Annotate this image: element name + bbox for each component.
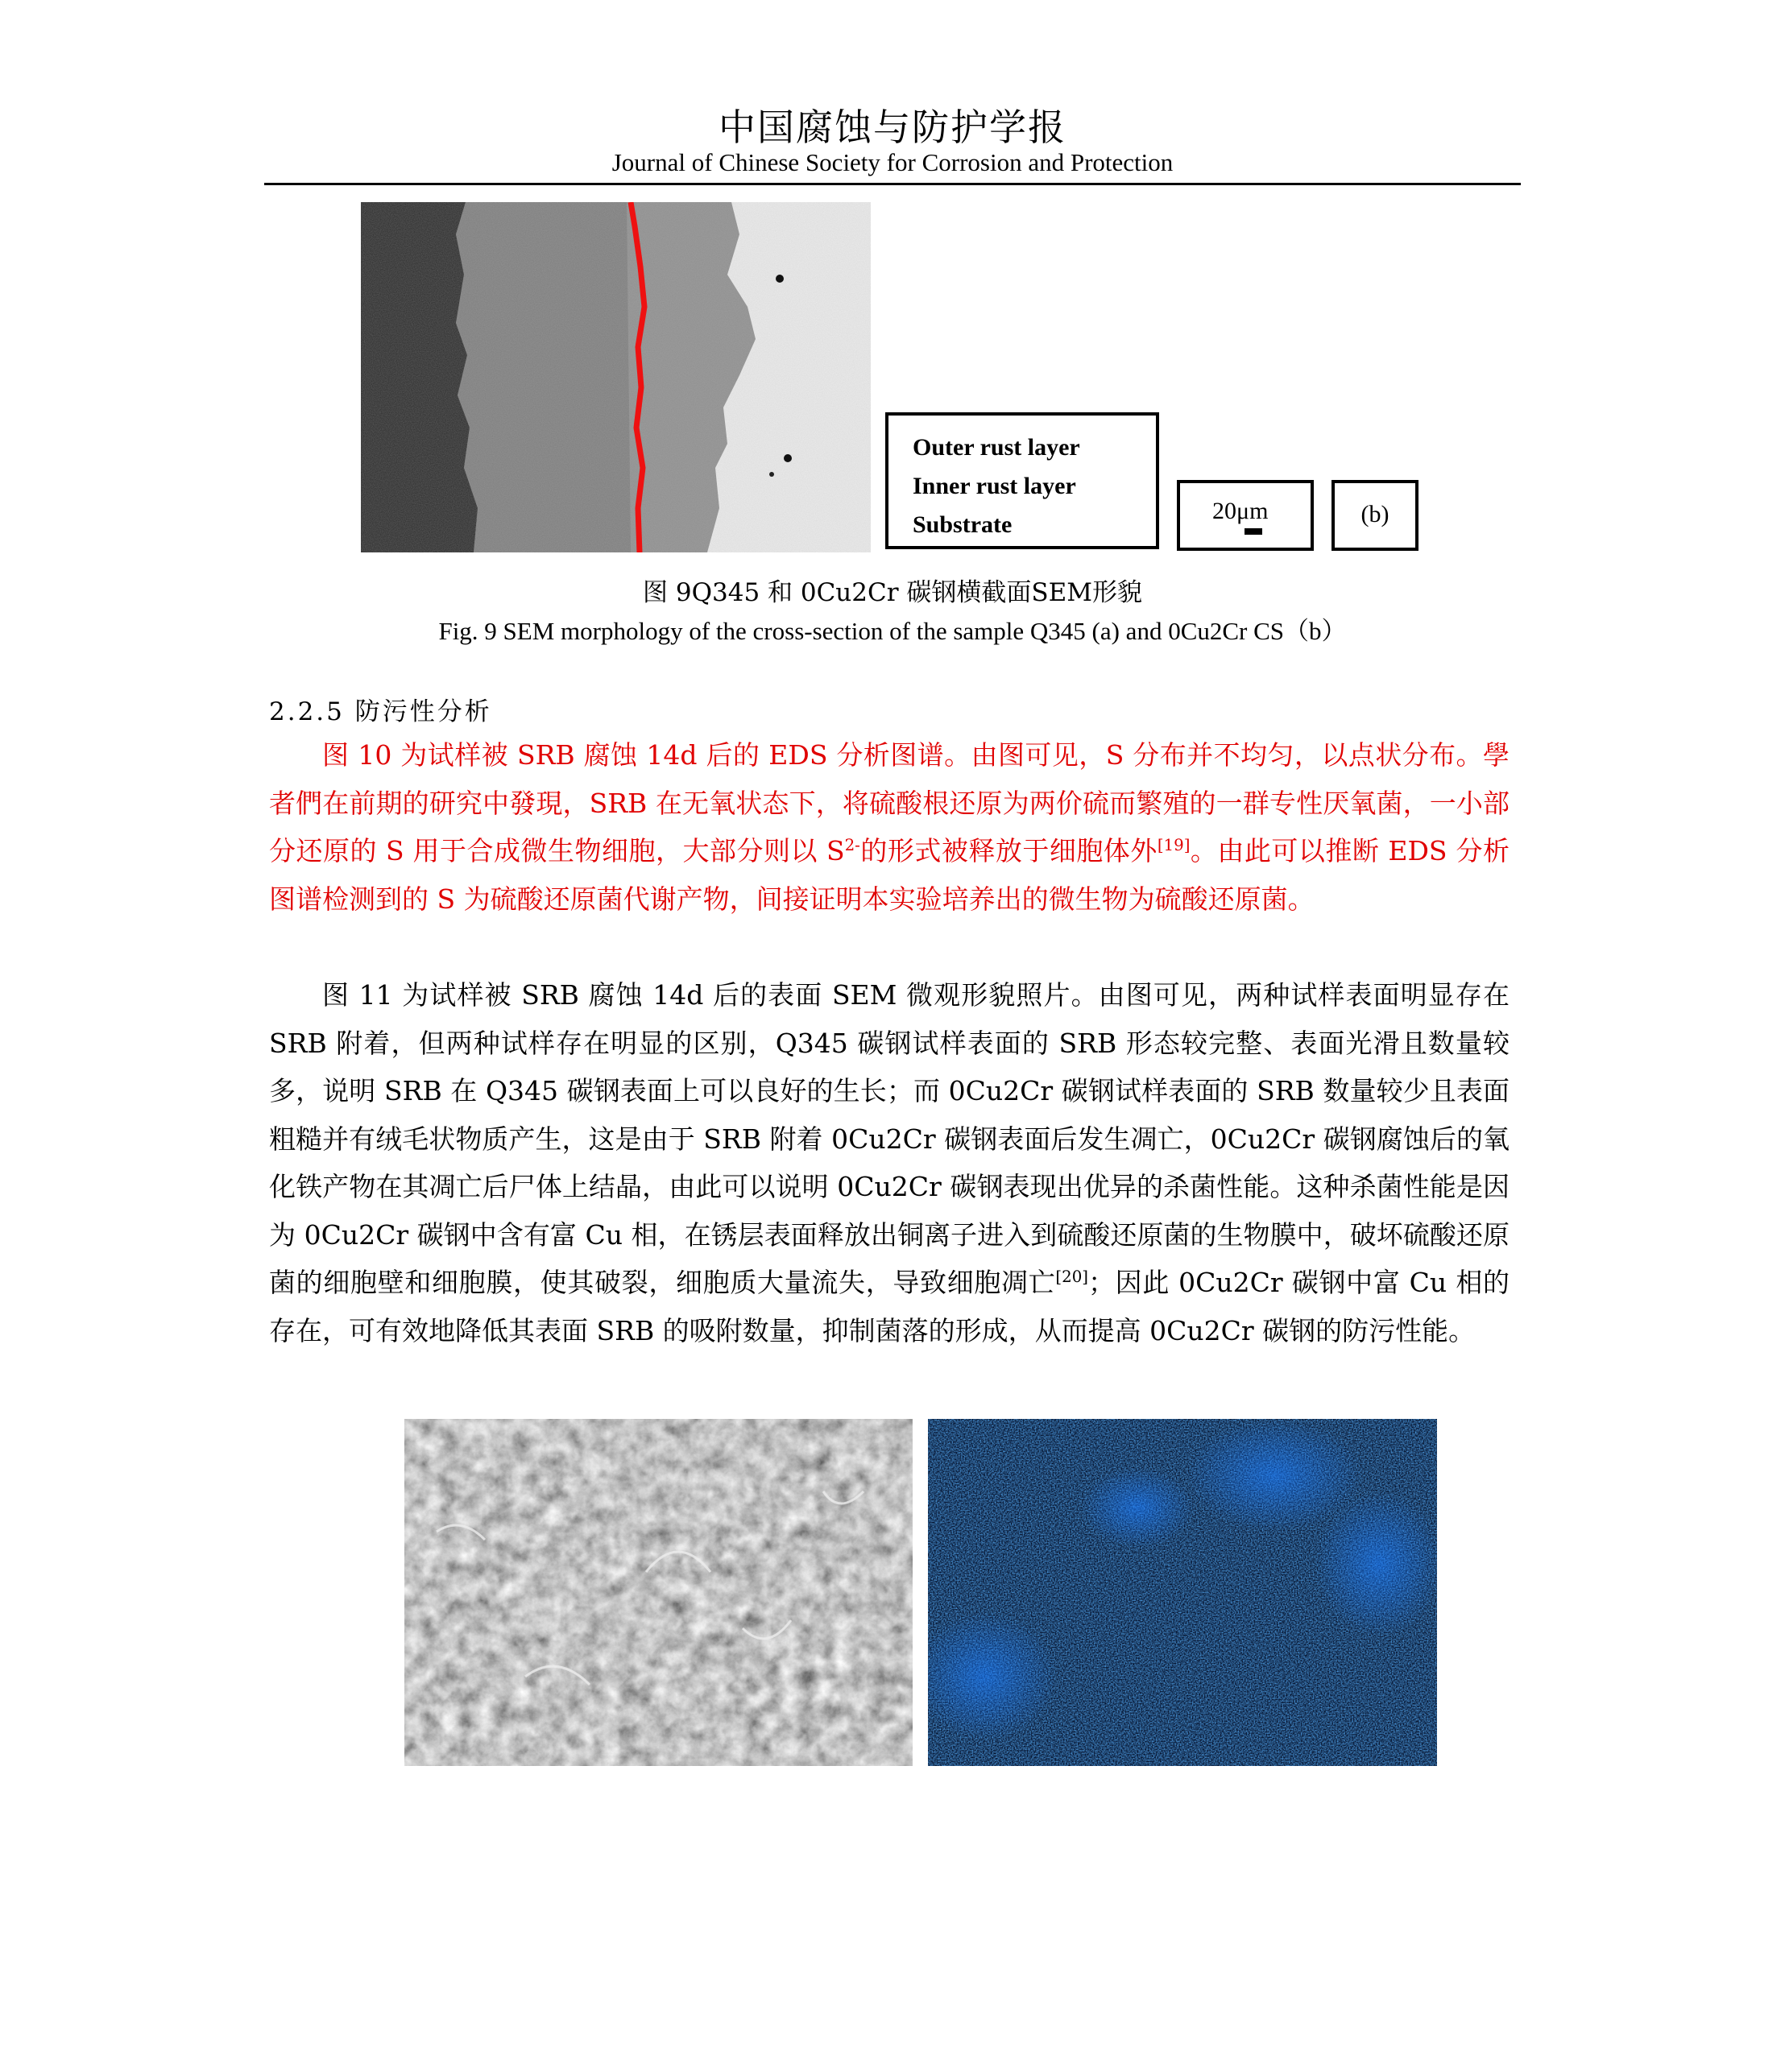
legend-inner-rust: Inner rust layer bbox=[913, 473, 1076, 499]
legend-substrate: Substrate bbox=[913, 511, 1013, 538]
superscript-charge: 2- bbox=[844, 836, 860, 854]
section-heading: 2.2.5 防污性分析 bbox=[269, 697, 492, 726]
header-rule bbox=[264, 183, 1521, 185]
journal-title-en: Journal of Chinese Society for Corrosion and Protection bbox=[611, 148, 1174, 176]
scale-box bbox=[1177, 480, 1314, 551]
reference-19: [19] bbox=[1157, 836, 1191, 854]
scale-bar bbox=[1245, 528, 1262, 535]
reference-20: [20] bbox=[1055, 1268, 1088, 1286]
figure9-caption-en: Fig. 9 SEM morphology of the cross-section of the sample Q345 (a) and 0Cu2Cr CS（b） bbox=[438, 617, 1347, 645]
sem-cross-section-image bbox=[361, 202, 871, 552]
eds-sulfur-map-image bbox=[928, 1419, 1437, 1766]
journal-title-cn: 中国腐蚀与防护学报 bbox=[719, 105, 1066, 149]
sem-surface-image bbox=[404, 1419, 913, 1766]
paragraph-eds: 图 10 为试样被 SRB 腐蚀 14d 后的 EDS 分析图谱。由图可见，S 分布并不均匀，以点状分布。學者們在前期的研究中發現，SRB 在无氧状态下，将硫酸根还原为两价硫而繁殖的一群专性厌氧菌，一小部分还原的 S 用于合成微生物细胞，大部分则以 $S^{2-}$的形式被释放于细胞体外[19]。由此可以推断 EDS 分析图谱检测到的 S 为硫酸还原菌代谢产物，间接证明本实验培养出的微生物为硫酸还原菌。 bbox=[269, 739, 1510, 915]
paragraph-sem: 图 11 为试样被 SRB 腐蚀 14d 后的表面 SEM 微观形貌照片。由图可见，两种试样表面明显存在 SRB 附着，但两种试样存在明显的区别，Q345 碳钢试样表面的 SRB 形态较完整、表面光滑且数量较多，说明 SRB 在 Q345 碳钢表面上可以良好的生长；而 0Cu2Cr 碳钢试样表面的 SRB 数量较少且表面粗糙并有绒毛状物质产生，这是由于 SRB 附着 0Cu2Cr 碳钢表面后发生凋亡，0Cu2Cr 碳钢腐蚀后的氧化铁产物在其凋亡后尸体上结晶，由此可以说明 0Cu2Cr 碳钢表现出优异的杀菌性能。这种杀菌性能是因为 0Cu2Cr 碳钢中含有富 Cu 相，在锈层表面释放出铜离子进入到硫酸还原菌的生物膜中，破坏硫酸还原菌的细胞壁和细胞膜，使其破裂，细胞质大量流失，导致细胞凋亡[20]；因此 0Cu2Cr 碳钢中富 Cu 相的存在，可有效地降低其表面 SRB 的吸附数量，抑制菌落的形成，从而提高 0Cu2Cr 碳钢的防污性能。 bbox=[269, 979, 1510, 1346]
legend-outer-rust: Outer rust layer bbox=[913, 434, 1080, 461]
legend-box bbox=[885, 412, 1159, 549]
panel-label: (b) bbox=[1332, 480, 1418, 551]
scale-label: 20μm bbox=[1212, 498, 1269, 524]
figure9-caption-cn: 图 9Q345 和 0Cu2Cr 碳钢横截面SEM形貌 bbox=[643, 578, 1142, 607]
